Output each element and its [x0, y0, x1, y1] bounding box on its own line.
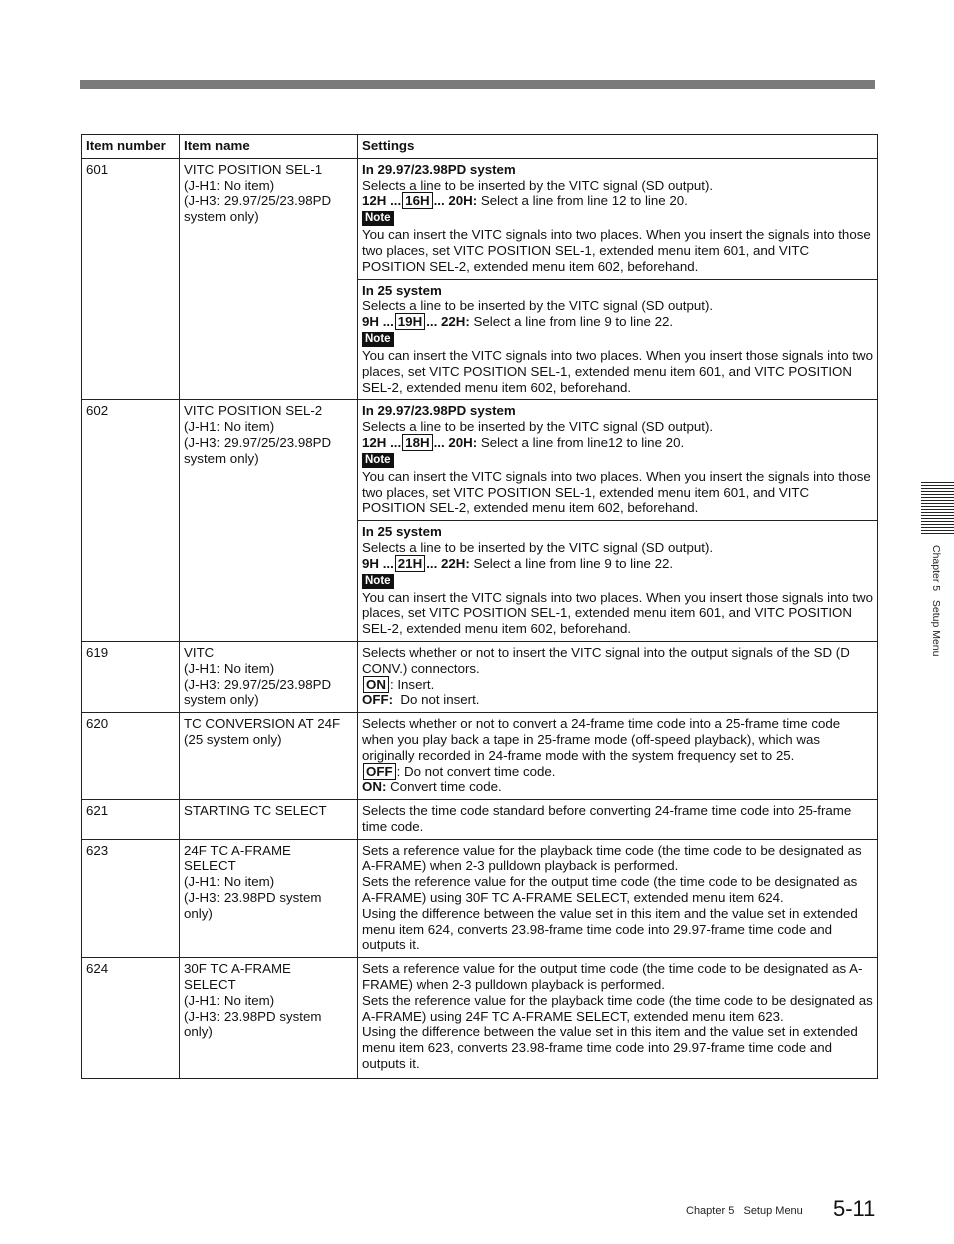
default-value: 16H: [402, 192, 432, 209]
item-name: VITC POSITION SEL-2 (J-H1: No item) (J-H3: 29.97/25/23.98PD system only): [180, 400, 358, 642]
setting-option: ON : Insert.: [362, 677, 873, 693]
setting-option: OFF: Do not insert.: [362, 692, 480, 708]
side-chapter-label: Chapter 5 Setup Menu: [930, 545, 942, 657]
table-row: [82, 713, 878, 800]
note-text: You can insert the VITC signals into two places. When you insert the signals into those two places, set VITC POSITION SEL-1, extended menu item 601, and VITC POSITION SEL-2, extended menu item 602, beforehand.: [362, 468, 871, 516]
setting-description: Sets the reference value for the output time code (the time code to be designated as A-FRAME) using 30F TC A-FRAME SELECT, extended menu item 624.: [362, 874, 858, 906]
note-label: Note: [362, 574, 394, 589]
system-heading: In 25 system: [362, 282, 442, 298]
default-value: 19H: [395, 313, 425, 330]
system-heading: In 25 system: [362, 524, 442, 540]
setting-description: Using the difference between the value set in this item and the value set in extended menu item 623, converts 23.98-frame time code into 29.97-frame time code and outputs it.: [362, 1024, 858, 1072]
settings-cell: [358, 158, 878, 279]
settings-cell: [358, 800, 878, 840]
table-row: [82, 839, 878, 958]
default-value: ON: [363, 676, 389, 693]
table-header-row: [82, 135, 878, 159]
system-heading: In 29.97/23.98PD system: [362, 161, 516, 177]
note-text: You can insert the VITC signals into two places. When you insert those signals into two places, set VITC POSITION SEL-1, extended menu item 601, and VITC POSITION SEL-2, extended menu item 602, beforehand.: [362, 347, 873, 395]
extended-menu-table: [81, 134, 878, 1079]
col-header-item-name: Item name: [180, 135, 358, 159]
setting-range: 9H ... 19H ... 22H: Select a line from line 9 to line 22.: [362, 314, 674, 330]
default-value: 21H: [395, 555, 425, 572]
setting-description: Selects a line to be inserted by the VITC signal (SD output).: [362, 539, 714, 555]
setting-range: 12H ... 16H ... 20H: Select a line from line 12 to line 20.: [362, 193, 688, 209]
table-row: [82, 641, 878, 712]
item-number: 601: [82, 158, 180, 400]
setting-description: Sets a reference value for the playback time code (the time code to be designated as A-FRAME) when 2-3 pulldown playback is performed.: [362, 842, 862, 874]
system-heading: In 29.97/23.98PD system: [362, 403, 516, 419]
setting-description: Selects a line to be inserted by the VITC signal (SD output).: [362, 177, 714, 193]
default-value: OFF: [363, 763, 396, 780]
setting-option: OFF : Do not convert time code.: [362, 764, 873, 780]
col-header-item-number: Item number: [82, 135, 180, 159]
setting-description: Using the difference between the value set in this item and the value set in extended menu item 624, converts 23.98-frame time code into 29.97-frame time code and outputs it.: [362, 905, 858, 953]
setting-description: Selects a line to be inserted by the VITC signal (SD output).: [362, 419, 714, 435]
item-name: VITC POSITION SEL-1 (J-H1: No item) (J-H3: 29.97/25/23.98PD system only): [180, 158, 358, 400]
setting-description: Selects a line to be inserted by the VITC signal (SD output).: [362, 298, 714, 314]
item-name: VITC (J-H1: No item) (J-H3: 29.97/25/23.98PD system only): [180, 641, 358, 712]
setting-description: Selects the time code standard before converting 24-frame time code into 25-frame time code.: [362, 803, 852, 834]
item-number: 623: [82, 839, 180, 958]
table-row: [82, 958, 878, 1079]
item-name: STARTING TC SELECT: [180, 800, 358, 840]
item-number: 621: [82, 800, 180, 840]
settings-cell: [358, 839, 878, 958]
item-number: 602: [82, 400, 180, 642]
table-row: [82, 158, 878, 279]
settings-cell: [358, 641, 878, 712]
setting-description: Selects whether or not to insert the VITC signal into the output signals of the SD (D CONV.) connectors.: [362, 644, 850, 676]
setting-description: Sets the reference value for the playback time code (the time code to be designated as A-FRAME) using 24F TC A-FRAME SELECT, extended menu item 623.: [362, 992, 873, 1024]
setting-option: ON: Convert time code.: [362, 779, 502, 795]
note-label: Note: [362, 453, 394, 468]
note-text: You can insert the VITC signals into two places. When you insert those signals into two places, set VITC POSITION SEL-1, extended menu item 601, and VITC POSITION SEL-2, extended menu item 602, beforehand.: [362, 589, 873, 637]
item-number: 619: [82, 641, 180, 712]
item-name: 24F TC A-FRAME SELECT (J-H1: No item) (J-H3: 23.98PD system only): [180, 839, 358, 958]
item-name: TC CONVERSION AT 24F (25 system only): [180, 713, 358, 800]
col-header-settings: Settings: [358, 135, 878, 159]
page-number: 5-11: [833, 1196, 876, 1221]
setting-description: Selects whether or not to convert a 24-frame time code into a 25-frame time code when you play back a tape in 25-frame mode (off-speed playback), which was originally recorded in 24-frame mode with the system frequency set to 25.: [362, 716, 841, 763]
header-rule: [80, 80, 875, 89]
settings-cell: [358, 713, 878, 800]
settings-cell: [358, 400, 878, 521]
settings-cell: [358, 521, 878, 642]
settings-cell: [358, 279, 878, 400]
chapter-thumb-tab: [921, 482, 954, 534]
item-number: 620: [82, 713, 180, 800]
note-text: You can insert the VITC signals into two places. When you insert the signals into those two places, set VITC POSITION SEL-1, extended menu item 601, and VITC POSITION SEL-2, extended menu item 602, beforehand.: [362, 227, 871, 274]
footer-chapter-label: Chapter 5 Setup Menu: [686, 1205, 803, 1217]
default-value: 18H: [402, 434, 432, 451]
table-row: [82, 400, 878, 521]
setting-range: 9H ... 21H ... 22H: Select a line from line 9 to line 22.: [362, 555, 674, 571]
setting-description: Sets a reference value for the output time code (the time code to be designated as A-FRAME) when 2-3 pulldown playback is performed.: [362, 961, 863, 993]
note-label: Note: [362, 211, 394, 226]
item-number: 624: [82, 958, 180, 1079]
setting-range: 12H ... 18H ... 20H: Select a line from line12 to line 20.: [362, 434, 685, 450]
item-name: 30F TC A-FRAME SELECT (J-H1: No item) (J-H3: 23.98PD system only): [180, 958, 358, 1079]
note-label: Note: [362, 332, 394, 347]
settings-cell: [358, 958, 878, 1079]
table-row: [82, 800, 878, 840]
